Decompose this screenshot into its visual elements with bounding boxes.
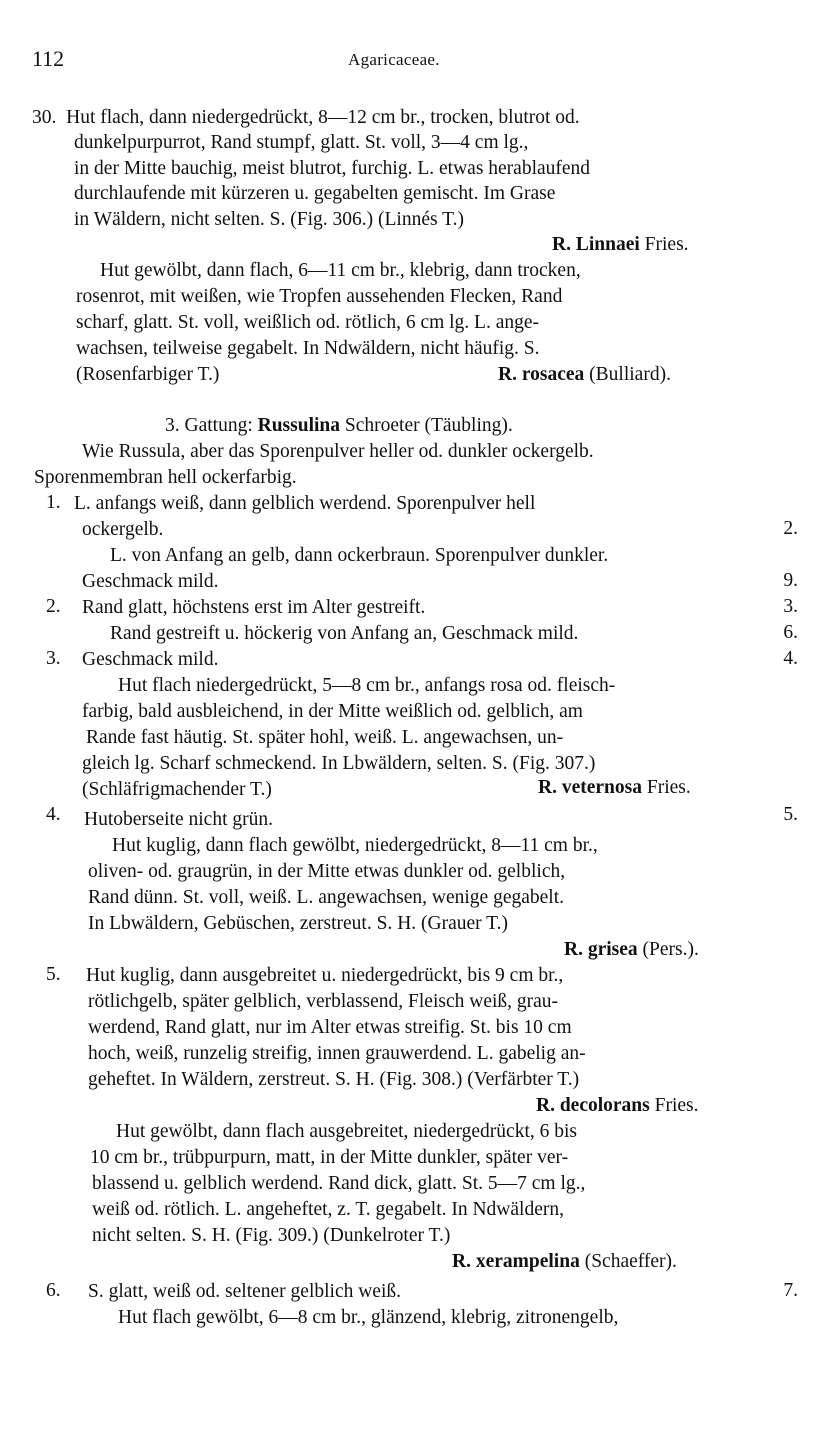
text-line: durchlaufende mit kürzeren u. gegabelten gemischt. Im Grase [74, 183, 556, 204]
key-number-right: 5. [783, 804, 798, 825]
text-line: rosenrot, mit weißen, wie Tropfen aussehenden Flecken, Rand [76, 286, 563, 307]
text-line: L. von Anfang an gelb, dann ockerbraun. Sporenpulver dunkler. [110, 545, 609, 566]
key-number-left: 3. [46, 648, 61, 669]
text-line: L. anfangs weiß, dann gelblich werdend. Sporenpulver hell [74, 493, 536, 514]
text-line: geheftet. In Wäldern, zerstreut. S. H. (Fig. 308.) (Verfärbter T.) [88, 1069, 580, 1090]
text-line: 30. Hut flach, dann niedergedrückt, 8—12 cm br., trocken, blutrot od. [32, 107, 580, 128]
text-line: werdend, Rand glatt, nur im Alter etwas streifig. St. bis 10 cm [88, 1017, 572, 1038]
text-line: R. Linnaei Fries. [552, 234, 689, 255]
key-number-right: 6. [783, 622, 798, 643]
text-line: Hutoberseite nicht grün. [84, 809, 273, 830]
text-line: Sporenmembran hell ockerfarbig. [34, 467, 297, 488]
key-number-left: 1. [46, 492, 61, 513]
text-line: farbig, bald ausbleichend, in der Mitte weißlich od. gelblich, am [82, 701, 583, 722]
text-line: Hut kuglig, dann flach gewölbt, niedergedrückt, 8—11 cm br., [112, 835, 598, 856]
text-line: R. grisea (Pers.). [564, 939, 699, 960]
text-line: Rande fast häutig. St. später hohl, weiß. L. angewachsen, un- [86, 727, 564, 748]
key-number-left: 2. [46, 596, 61, 617]
text-line: R. decolorans Fries. [536, 1095, 699, 1116]
text-line: In Lbwäldern, Gebüschen, zerstreut. S. H. (Grauer T.) [88, 913, 509, 934]
text-line: Hut gewölbt, dann flach ausgebreitet, niedergedrückt, 6 bis [116, 1121, 578, 1142]
text-line: Hut gewölbt, dann flach, 6—11 cm br., klebrig, dann trocken, [100, 260, 581, 281]
text-line: weiß od. rötlich. L. angeheftet, z. T. gegabelt. In Ndwäldern, [92, 1199, 564, 1220]
running-title: Agaricaceae. [348, 50, 440, 69]
text-line: ockergelb. [82, 519, 164, 540]
key-number-left: 4. [46, 804, 61, 825]
text-line: Wie Russula, aber das Sporenpulver heller od. dunkler ockergelb. [82, 441, 594, 462]
key-number-right: 9. [783, 570, 798, 591]
key-number-right: 3. [783, 596, 798, 617]
text-line: scharf, glatt. St. voll, weißlich od. rötlich, 6 cm lg. L. ange- [76, 312, 540, 333]
text-line: R. xerampelina (Schaeffer). [452, 1251, 677, 1272]
page-number: 112 [32, 46, 65, 71]
text-line: Hut flach niedergedrückt, 5—8 cm br., anfangs rosa od. fleisch- [118, 675, 616, 696]
text-line: 3. Gattung: Russulina Schroeter (Täubling). [165, 415, 513, 436]
text-line: in Wäldern, nicht selten. S. (Fig. 306.) (Linnés T.) [74, 209, 464, 230]
text-line: Rand dünn. St. voll, weiß. L. angewachsen, wenige gegabelt. [88, 887, 565, 908]
key-number-right: 2. [783, 518, 798, 539]
text-line: wachsen, teilweise gegabelt. In Ndwäldern, nicht häufig. S. [76, 338, 540, 359]
text-line: R. rosacea (Bulliard). [498, 364, 671, 385]
text-line: dunkelpurpurrot, Rand stumpf, glatt. St. voll, 3—4 cm lg., [74, 132, 529, 153]
text-line: Hut flach gewölbt, 6—8 cm br., glänzend, klebrig, zitronengelb, [118, 1307, 619, 1328]
text-line: rötlichgelb, später gelblich, verblassend, Fleisch weiß, grau- [88, 991, 559, 1012]
text-line: (Rosenfarbiger T.) [76, 364, 220, 385]
text-line: S. glatt, weiß od. seltener gelblich weiß. [88, 1281, 402, 1302]
key-number-right: 4. [783, 648, 798, 669]
text-line: hoch, weiß, runzelig streifig, innen grauwerdend. L. gabelig an- [88, 1043, 586, 1064]
text-line: 10 cm br., trübpurpurn, matt, in der Mitte dunkler, später ver- [90, 1147, 569, 1168]
text-line: (Schläfrigmachender T.) [82, 779, 272, 800]
text-line: gleich lg. Scharf schmeckend. In Lbwäldern, selten. S. (Fig. 307.) [82, 753, 596, 774]
text-line: blassend u. gelblich werdend. Rand dick, glatt. St. 5—7 cm lg., [92, 1173, 586, 1194]
key-number-left: 6. [46, 1280, 61, 1301]
text-line: oliven- od. graugrün, in der Mitte etwas dunkler od. gelblich, [88, 861, 566, 882]
text-line: nicht selten. S. H. (Fig. 309.) (Dunkelroter T.) [92, 1225, 451, 1246]
text-line: Rand gestreift u. höckerig von Anfang an, Geschmack mild. [110, 623, 579, 644]
key-number-left: 5. [46, 964, 61, 985]
text-line: Geschmack mild. [82, 649, 219, 670]
text-line: in der Mitte bauchig, meist blutrot, furchig. L. etwas herablaufend [74, 158, 591, 179]
text-line: Geschmack mild. [82, 571, 219, 592]
text-line: Rand glatt, höchstens erst im Alter gestreift. [82, 597, 426, 618]
text-line: Hut kuglig, dann ausgebreitet u. niedergedrückt, bis 9 cm br., [86, 965, 564, 986]
text-line: R. veternosa Fries. [538, 777, 691, 798]
key-number-right: 7. [783, 1280, 798, 1301]
